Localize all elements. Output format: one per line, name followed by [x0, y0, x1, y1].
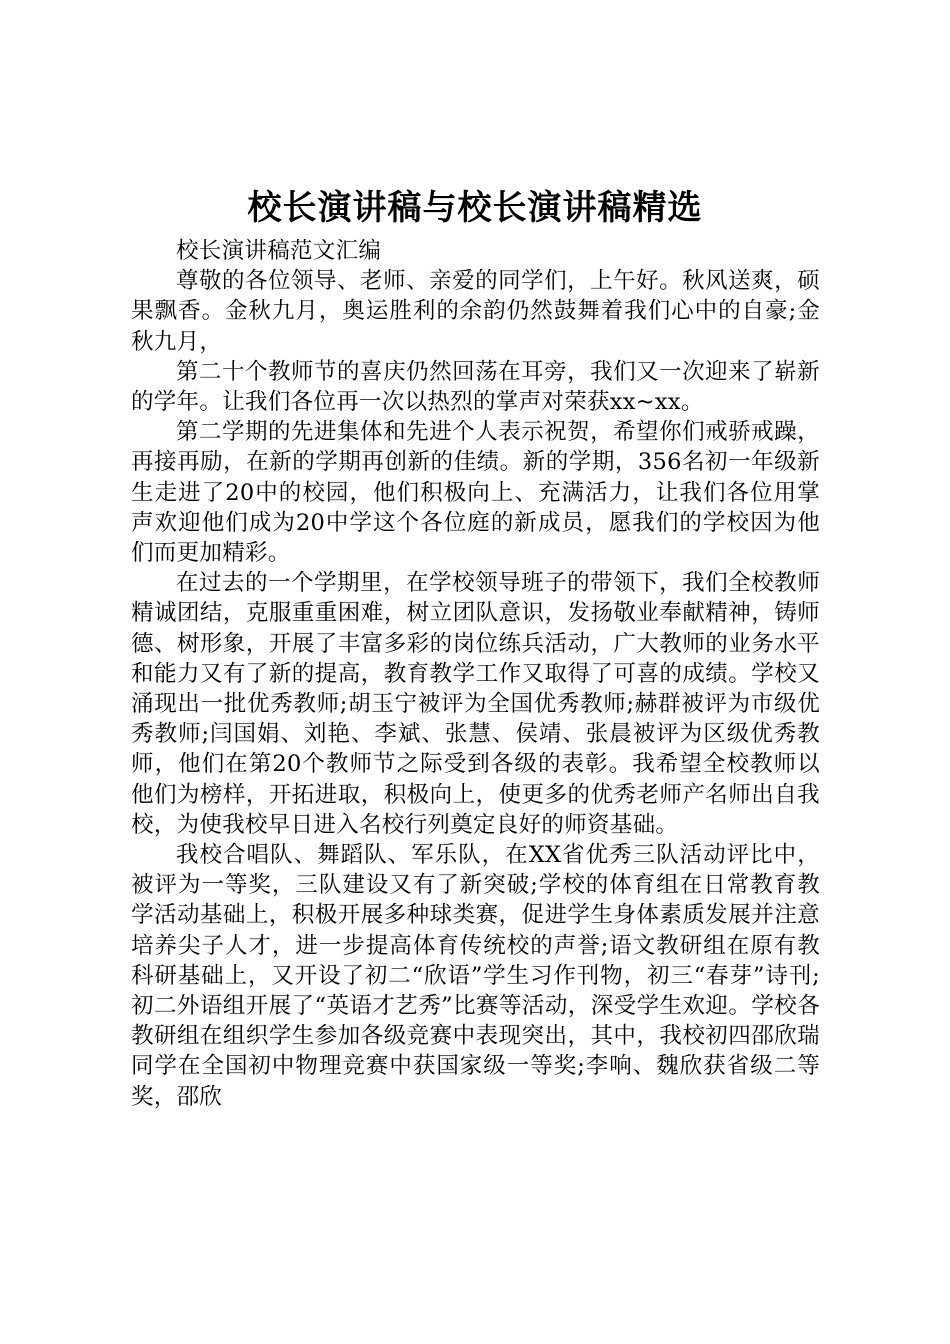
paragraph: 校长演讲稿范文汇编: [176, 238, 382, 264]
paragraph: 第二十个教师节的喜庆仍然回荡在耳旁，我们又一次迎来了崭新的学年。让我们各位再一次以热烈的掌声对荣获xx~xx。: [131, 358, 820, 416]
paragraph: 在过去的一个学期里，在学校领导班子的带领下，我们全校教师精诚团结，克服重重困难，树立团队意识，发扬敬业奉献精神，铸师德、树形象，开展了丰富多彩的岗位练兵活动，广大教师的业务水平和能力又有了新的提高，教育教学工作又取得了可喜的成绩。学校又涌现出一批优秀教师;胡玉宁被评为全国优秀教师;赫群被评为市级优秀教师;闫国娟、刘艳、李斌、张慧、侯靖、张晨被评为区级优秀教师，他们在第20个教师节之际受到各级的表彰。我希望全校教师以他们为榜样，开拓进取，积极向上，使更多的优秀老师产名师出自我校，为使我校早日进入名校行列奠定良好的师资基础。: [131, 570, 820, 838]
paragraph: 尊敬的各位领导、老师、亲爱的同学们，上午好。秋风送爽，硕果飘香。金秋九月，奥运胜利的余韵仍然鼓舞着我们心中的自豪;金秋九月，: [131, 268, 820, 355]
document-title: 校长演讲稿与校长演讲稿精选: [247, 188, 703, 228]
paragraph: 我校合唱队、舞蹈队、军乐队，在XX省优秀三队活动评比中，被评为一等奖，三队建设又有了新突破;学校的体育组在日常教育教学活动基础上，积极开展多种球类赛，促进学生身体素质发展并注意培养尖子人才，进一步提高体育传统校的声誉;语文教研组在原有教科研基础上，又开设了初二“欣语”学生习作刊物，初三“春芽”诗刊;初二外语组开展了“英语才艺秀”比赛等活动，深受学生欢迎。学校各教研组在组织学生参加各级竞赛中表现突出，其中，我校初四邵欣瑞同学在全国初中物理竞赛中获国家级一等奖;李响、魏欣获省级二等奖，邵欣: [131, 842, 820, 1110]
document-body: [131, 236, 820, 1112]
paragraph: 第二学期的先进集体和先进个人表示祝贺，希望你们戒骄戒躁，再接再励，在新的学期再创新的佳绩。新的学期，356名初一年级新生走进了20中的校园，他们积极向上、充满活力，让我们各位用掌声欢迎他们成为20中学这个各位庭的新成员，愿我们的学校因为他们而更加精彩。: [131, 419, 820, 567]
